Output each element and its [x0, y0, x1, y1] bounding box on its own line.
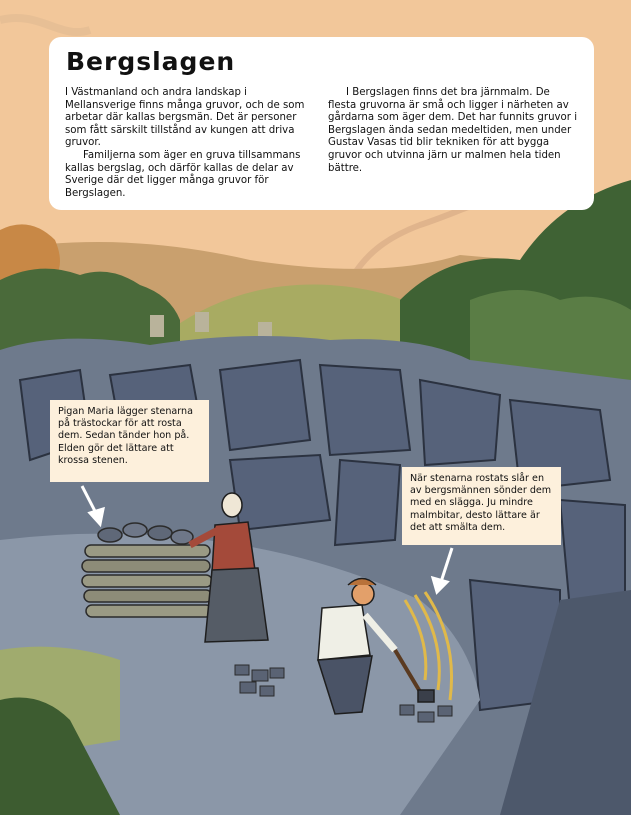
stump [195, 312, 209, 332]
page-title: Bergslagen [66, 47, 236, 76]
intro-paragraph: I Västmanland och andra landskap i Mellansverige finns många gruvor, och de som arbetar där kallas bergsmän. Det är personer som fått särskilt tillstånd av kungen att driva gruvor. [65, 87, 305, 149]
caption-miner: När stenarna rostats slår en av bergsmännen sönder dem med en slägga. Ju mindre malmbitar, desto lättare är det att smälta dem. [402, 467, 561, 545]
intro-textbox [49, 37, 594, 210]
caption-maria: Pigan Maria lägger stenarna på trästockar för att rosta dem. Sedan tänder hon på. Elden gör det lättare att krossa stenen. [50, 400, 209, 482]
intro-right-column [328, 87, 579, 175]
stump [150, 315, 164, 337]
intro-left-column [65, 87, 315, 200]
intro-paragraph: I Bergslagen finns det bra järnmalm. De flesta gruvorna är små och ligger i närheten av gårdarna som äger dem. Det har funnits gruvor i Bergslagen ända sedan medeltiden, men under Gustav Vasas tid blir tekniken för att bygga gruvor och utvinna järn ur malmen hela tiden bättre. [328, 87, 578, 174]
intro-paragraph: Familjerna som äger en gruva tillsammans kallas bergslag, och därför kallas de delar av Sverige där det ligger många gruvor för Bergslagen. [65, 149, 301, 199]
